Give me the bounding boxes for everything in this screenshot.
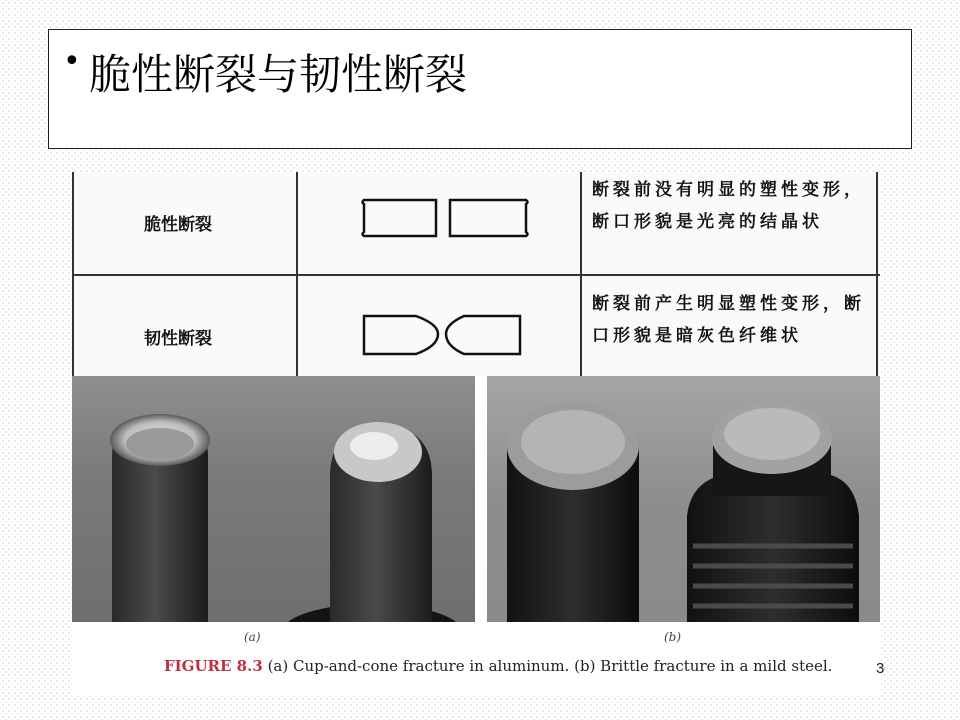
cup-and-cone-specimens [72,376,475,632]
page-number: 3 [876,660,885,677]
ductile-fracture-label: 韧性断裂 [144,329,212,349]
figure-number: FIGURE 8.3 [164,657,263,675]
brittle-right-piece [450,200,528,236]
brittle-fracture-photo [487,376,880,632]
brittle-left-piece [363,200,437,236]
ductile-right-piece [446,316,520,354]
title-box [48,29,912,149]
ductile-fracture-diagram [352,304,542,364]
cup-and-cone-fracture-photo [72,376,475,632]
slide-title: 脆性断裂与韧性断裂 [89,50,468,99]
caption-b-text: (b) Brittle fracture in a mild steel. [574,657,833,675]
caption-a-text: (a) Cup-and-cone fracture in aluminum. [267,657,570,675]
brittle-fracture-diagram [352,194,542,244]
figure-caption [164,656,854,676]
ductile-fracture-description: 断裂前产生明显塑性变形，断口形貌是暗灰色纤维状 [592,294,865,346]
table-row-divider [72,274,880,276]
figure-caption-area [72,622,880,696]
subfigure-a-label: (a) [244,630,261,644]
brittle-fracture-label: 脆性断裂 [144,215,212,235]
brittle-specimens [487,376,880,632]
brittle-fracture-description: 断裂前没有明显的塑性变形，断口形貌是光亮的结晶状 [592,180,865,232]
subfigure-b-label: (b) [664,630,682,644]
title-bullet: • [63,44,81,79]
photo-gap [475,376,487,632]
ductile-left-piece [364,316,438,354]
fracture-comparison-table [72,172,880,378]
